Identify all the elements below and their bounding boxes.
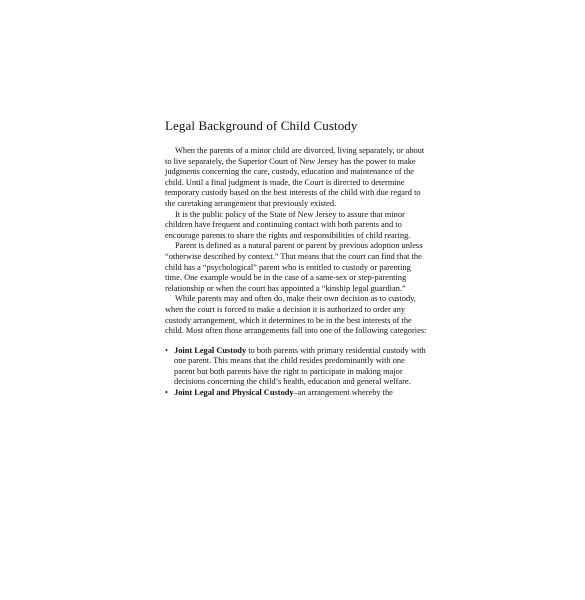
list-item [165,388,427,399]
document-title: Legal Background of Child Custody [165,118,358,133]
custody-categories-list [165,346,427,399]
list-item-text: to both parents with primary residential custody with one parent. This means that the child resides predominantly with one parent but both parents have the right to participate in making major decisions concerning the child’s health, education and general welfare. [174,345,426,387]
list-item-text: –an arrangement whereby the [293,388,393,398]
bullet-icon: • [165,388,168,398]
paragraph: When the parents of a minor child are divorced, living separately, or about to live separately, the Superior Court of New Jersey has the power to make judgments concerning the care, custody, education and maintenance of the child. Until a final judgment is made, the Court is directed to determine temporary custody based on the best interests of the child with due regard to the caretaking arrangement that previously existed. [165,146,425,208]
paragraph: While parents may and often do, make their own decision as to custody, when the court is forced to make a decision it is authorized to order any custody arrangement, which it determines to be in the best interests of the child. Most often those arrangements fall into one of the following categories: [165,294,427,336]
document-body [165,118,427,399]
paragraph: Parent is defined as a natural parent or parent by previous adoption unless “otherwise described by context.” That means that the court can find that the child has a “psychological” parent who is entitled to custody or parenting time. One example would be in the case of a same-sex or step-parenting relationship or when the court has appointed a “kinship legal guardian.” [165,241,423,293]
paragraph: It is the public policy of the State of New Jersey to assure that minor children have frequent and continuing contact with both parents and to encourage parents to share the rights and responsibilities of child rearing. [165,209,411,240]
list-item-term: Joint Legal Custody [174,345,247,355]
bullet-icon: • [165,345,168,355]
list-item [165,346,427,388]
list-item-term: Joint Legal and Physical Custody [174,388,294,398]
